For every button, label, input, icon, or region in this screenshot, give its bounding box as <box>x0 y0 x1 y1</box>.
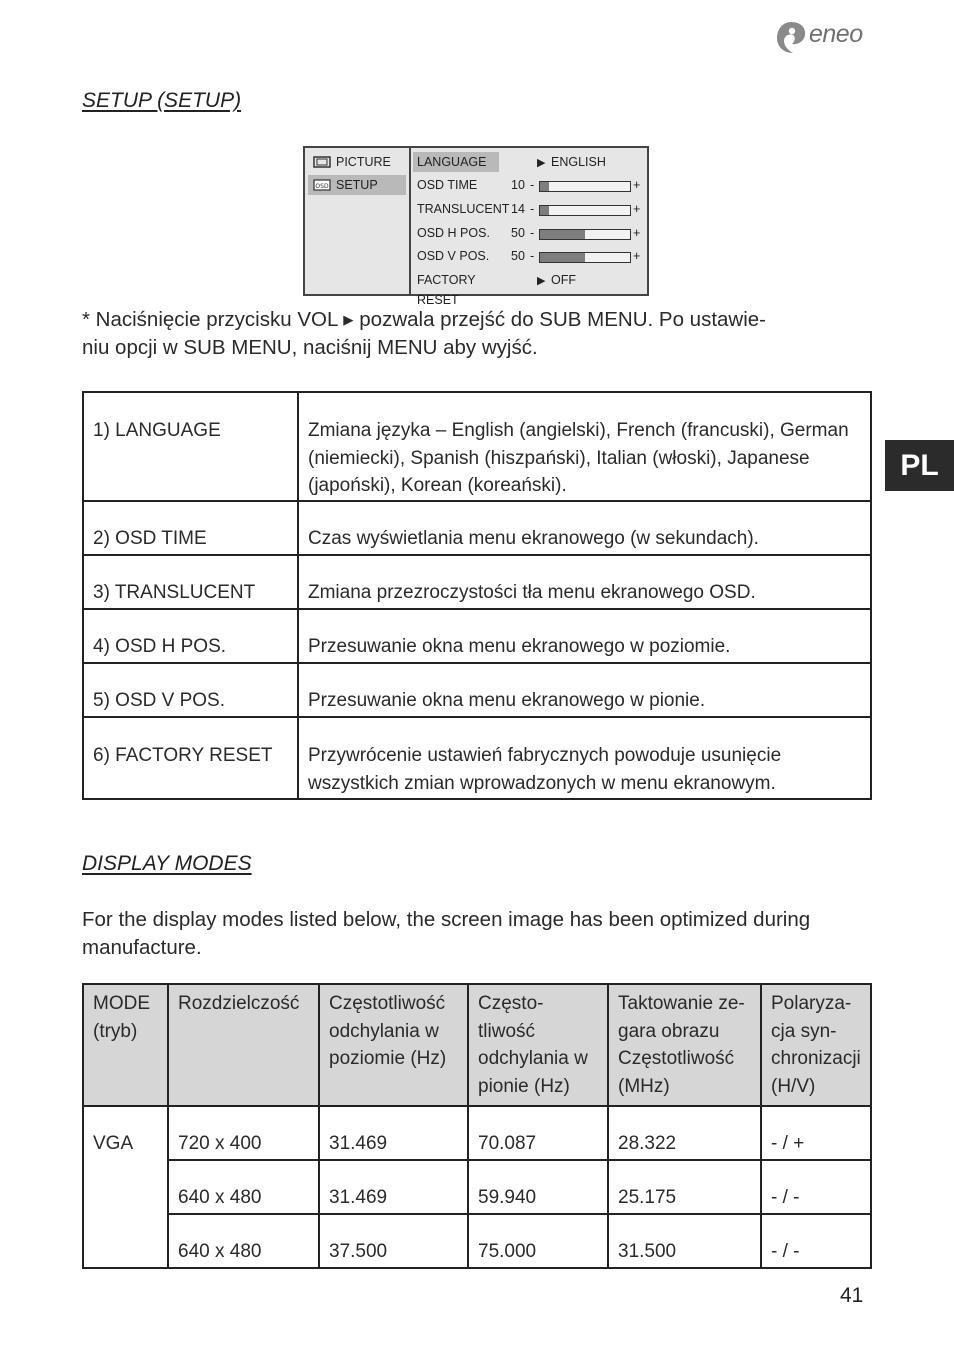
right-arrow-icon: ▶ <box>537 274 546 287</box>
option-key: 3) TRANSLUCENT <box>83 555 298 609</box>
table-row <box>83 609 871 663</box>
osd-row-osd-h-pos[interactable] <box>413 223 645 243</box>
setup-note <box>82 306 882 361</box>
page-number: 41 <box>840 1284 864 1307</box>
table-cell: 31.469 <box>319 1106 468 1160</box>
table-row <box>83 392 871 501</box>
osd-slider-fill <box>540 182 549 191</box>
setup-section-title: SETUP (SETUP) <box>82 89 242 112</box>
minus-icon: - <box>530 178 535 192</box>
minus-icon: - <box>530 202 535 216</box>
table-row <box>83 1160 871 1214</box>
osd-row-factory-reset[interactable] <box>413 270 645 307</box>
osd-row-language[interactable] <box>413 152 645 172</box>
plus-icon: + <box>633 202 641 216</box>
table-cell: 640 x 480 <box>168 1160 319 1214</box>
picture-icon <box>313 156 331 168</box>
osd-row-value: 50 <box>511 226 525 240</box>
table-header-row <box>83 984 871 1106</box>
osd-row-label: TRANSLUCENT <box>417 202 510 216</box>
option-desc: Przywrócenie ustawień fabrycznych powoduje usunięcie wszystkich zmian wprowadzonych w menu ekranowym. <box>298 717 871 799</box>
option-key: 2) OSD TIME <box>83 501 298 555</box>
table-row <box>83 501 871 555</box>
option-desc: Zmiana języka – English (angielski), French (francuski), German (niemiecki), Spanish (hiszpański), Italian (włoski), Japanese (japoński), Korean (koreański). <box>298 392 871 501</box>
table-cell: 31.469 <box>319 1160 468 1214</box>
osd-slider[interactable] <box>539 181 631 192</box>
option-key: 4) OSD H POS. <box>83 609 298 663</box>
minus-icon: - <box>530 249 535 263</box>
osd-row-label: LANGUAGE <box>413 152 499 172</box>
osd-tab-setup-label: SETUP <box>336 178 378 192</box>
osd-tab-picture[interactable] <box>308 152 406 172</box>
osd-slider-fill <box>540 206 549 215</box>
osd-row-translucent[interactable] <box>413 199 645 219</box>
osd-menu <box>303 146 649 307</box>
osd-slider[interactable] <box>539 205 631 216</box>
mode-cell: VGA <box>83 1106 168 1268</box>
column-header: Często-tliwość odchylania w pionie (Hz) <box>468 984 608 1106</box>
column-header: Polaryza-cja syn-chronizacji (H/V) <box>761 984 871 1106</box>
table-cell: 720 x 400 <box>168 1106 319 1160</box>
table-cell: - / + <box>761 1106 871 1160</box>
osd-row-osd-time[interactable] <box>413 175 645 195</box>
plus-icon: + <box>633 178 641 192</box>
osd-slider-fill <box>540 230 585 239</box>
column-header: Częstotliwość odchylania w poziomie (Hz) <box>319 984 468 1106</box>
setup-options-table <box>82 391 872 800</box>
option-key: 1) LANGUAGE <box>83 392 298 501</box>
option-key: 6) FACTORY RESET <box>83 717 298 799</box>
option-key: 5) OSD V POS. <box>83 663 298 717</box>
table-cell: 31.500 <box>608 1214 761 1268</box>
table-cell: 59.940 <box>468 1160 608 1214</box>
osd-slider[interactable] <box>539 229 631 240</box>
osd-row-value: 14 <box>511 202 525 216</box>
osd-row-label: OSD H POS. <box>417 226 490 240</box>
osd-row-label: OSD TIME <box>417 178 478 192</box>
eneo-logo-text: eneo <box>809 20 863 48</box>
right-arrow-icon: ▶ <box>537 156 546 169</box>
table-row <box>83 555 871 609</box>
column-header: Taktowanie ze-gara obrazu Częstotliwość (MHz) <box>608 984 761 1106</box>
setup-note-line: niu opcji w SUB MENU, naciśnij MENU aby wyjść. <box>82 335 538 359</box>
minus-icon: - <box>530 226 535 240</box>
table-cell: 25.175 <box>608 1160 761 1214</box>
table-cell: 640 x 480 <box>168 1214 319 1268</box>
display-modes-title: DISPLAY MODES <box>82 852 252 875</box>
osd-row-value: 10 <box>511 178 525 192</box>
table-row <box>83 1214 871 1268</box>
table-cell: 70.087 <box>468 1106 608 1160</box>
option-desc: Przesuwanie okna menu ekranowego w poziomie. <box>298 609 871 663</box>
plus-icon: + <box>633 249 641 263</box>
table-row <box>83 717 871 799</box>
osd-icon <box>313 179 331 191</box>
osd-slider[interactable] <box>539 252 631 263</box>
osd-row-label: FACTORY RESET <box>417 273 476 307</box>
option-desc: Przesuwanie okna menu ekranowego w pionie. <box>298 663 871 717</box>
table-cell: 75.000 <box>468 1214 608 1268</box>
display-modes-intro: For the display modes listed below, the screen image has been optimized during manufacture. <box>82 908 811 959</box>
display-modes-table <box>82 983 872 1269</box>
table-row <box>83 663 871 717</box>
svg-text:OSD: OSD <box>315 183 329 190</box>
osd-tab-picture-label: PICTURE <box>336 155 391 169</box>
table-row <box>83 1106 871 1160</box>
osd-row-value: OFF <box>551 273 576 287</box>
table-cell: - / - <box>761 1160 871 1214</box>
column-header: MODE (tryb) <box>83 984 168 1106</box>
option-desc: Zmiana przezroczystości tła menu ekranowego OSD. <box>298 555 871 609</box>
table-cell: 28.322 <box>608 1106 761 1160</box>
setup-note-line: * Naciśnięcie przycisku VOL ▸ pozwala przejść do SUB MENU. Po ustawie- <box>82 308 766 331</box>
osd-slider-fill <box>540 253 585 262</box>
eneo-logo-mark-icon <box>775 20 807 56</box>
osd-row-value: ENGLISH <box>551 155 606 169</box>
table-cell: 37.500 <box>319 1214 468 1268</box>
table-cell: - / - <box>761 1214 871 1268</box>
language-side-tab: PL <box>885 440 954 491</box>
osd-tab-setup[interactable] <box>308 175 406 195</box>
osd-tab-panel <box>305 148 411 294</box>
plus-icon: + <box>633 226 641 240</box>
osd-row-osd-v-pos[interactable] <box>413 246 645 266</box>
osd-row-label: OSD V POS. <box>417 249 490 263</box>
column-header: Rozdzielczość <box>168 984 319 1106</box>
eneo-logo <box>775 18 875 58</box>
option-desc: Czas wyświetlania menu ekranowego (w sekundach). <box>298 501 871 555</box>
osd-row-value: 50 <box>511 249 525 263</box>
